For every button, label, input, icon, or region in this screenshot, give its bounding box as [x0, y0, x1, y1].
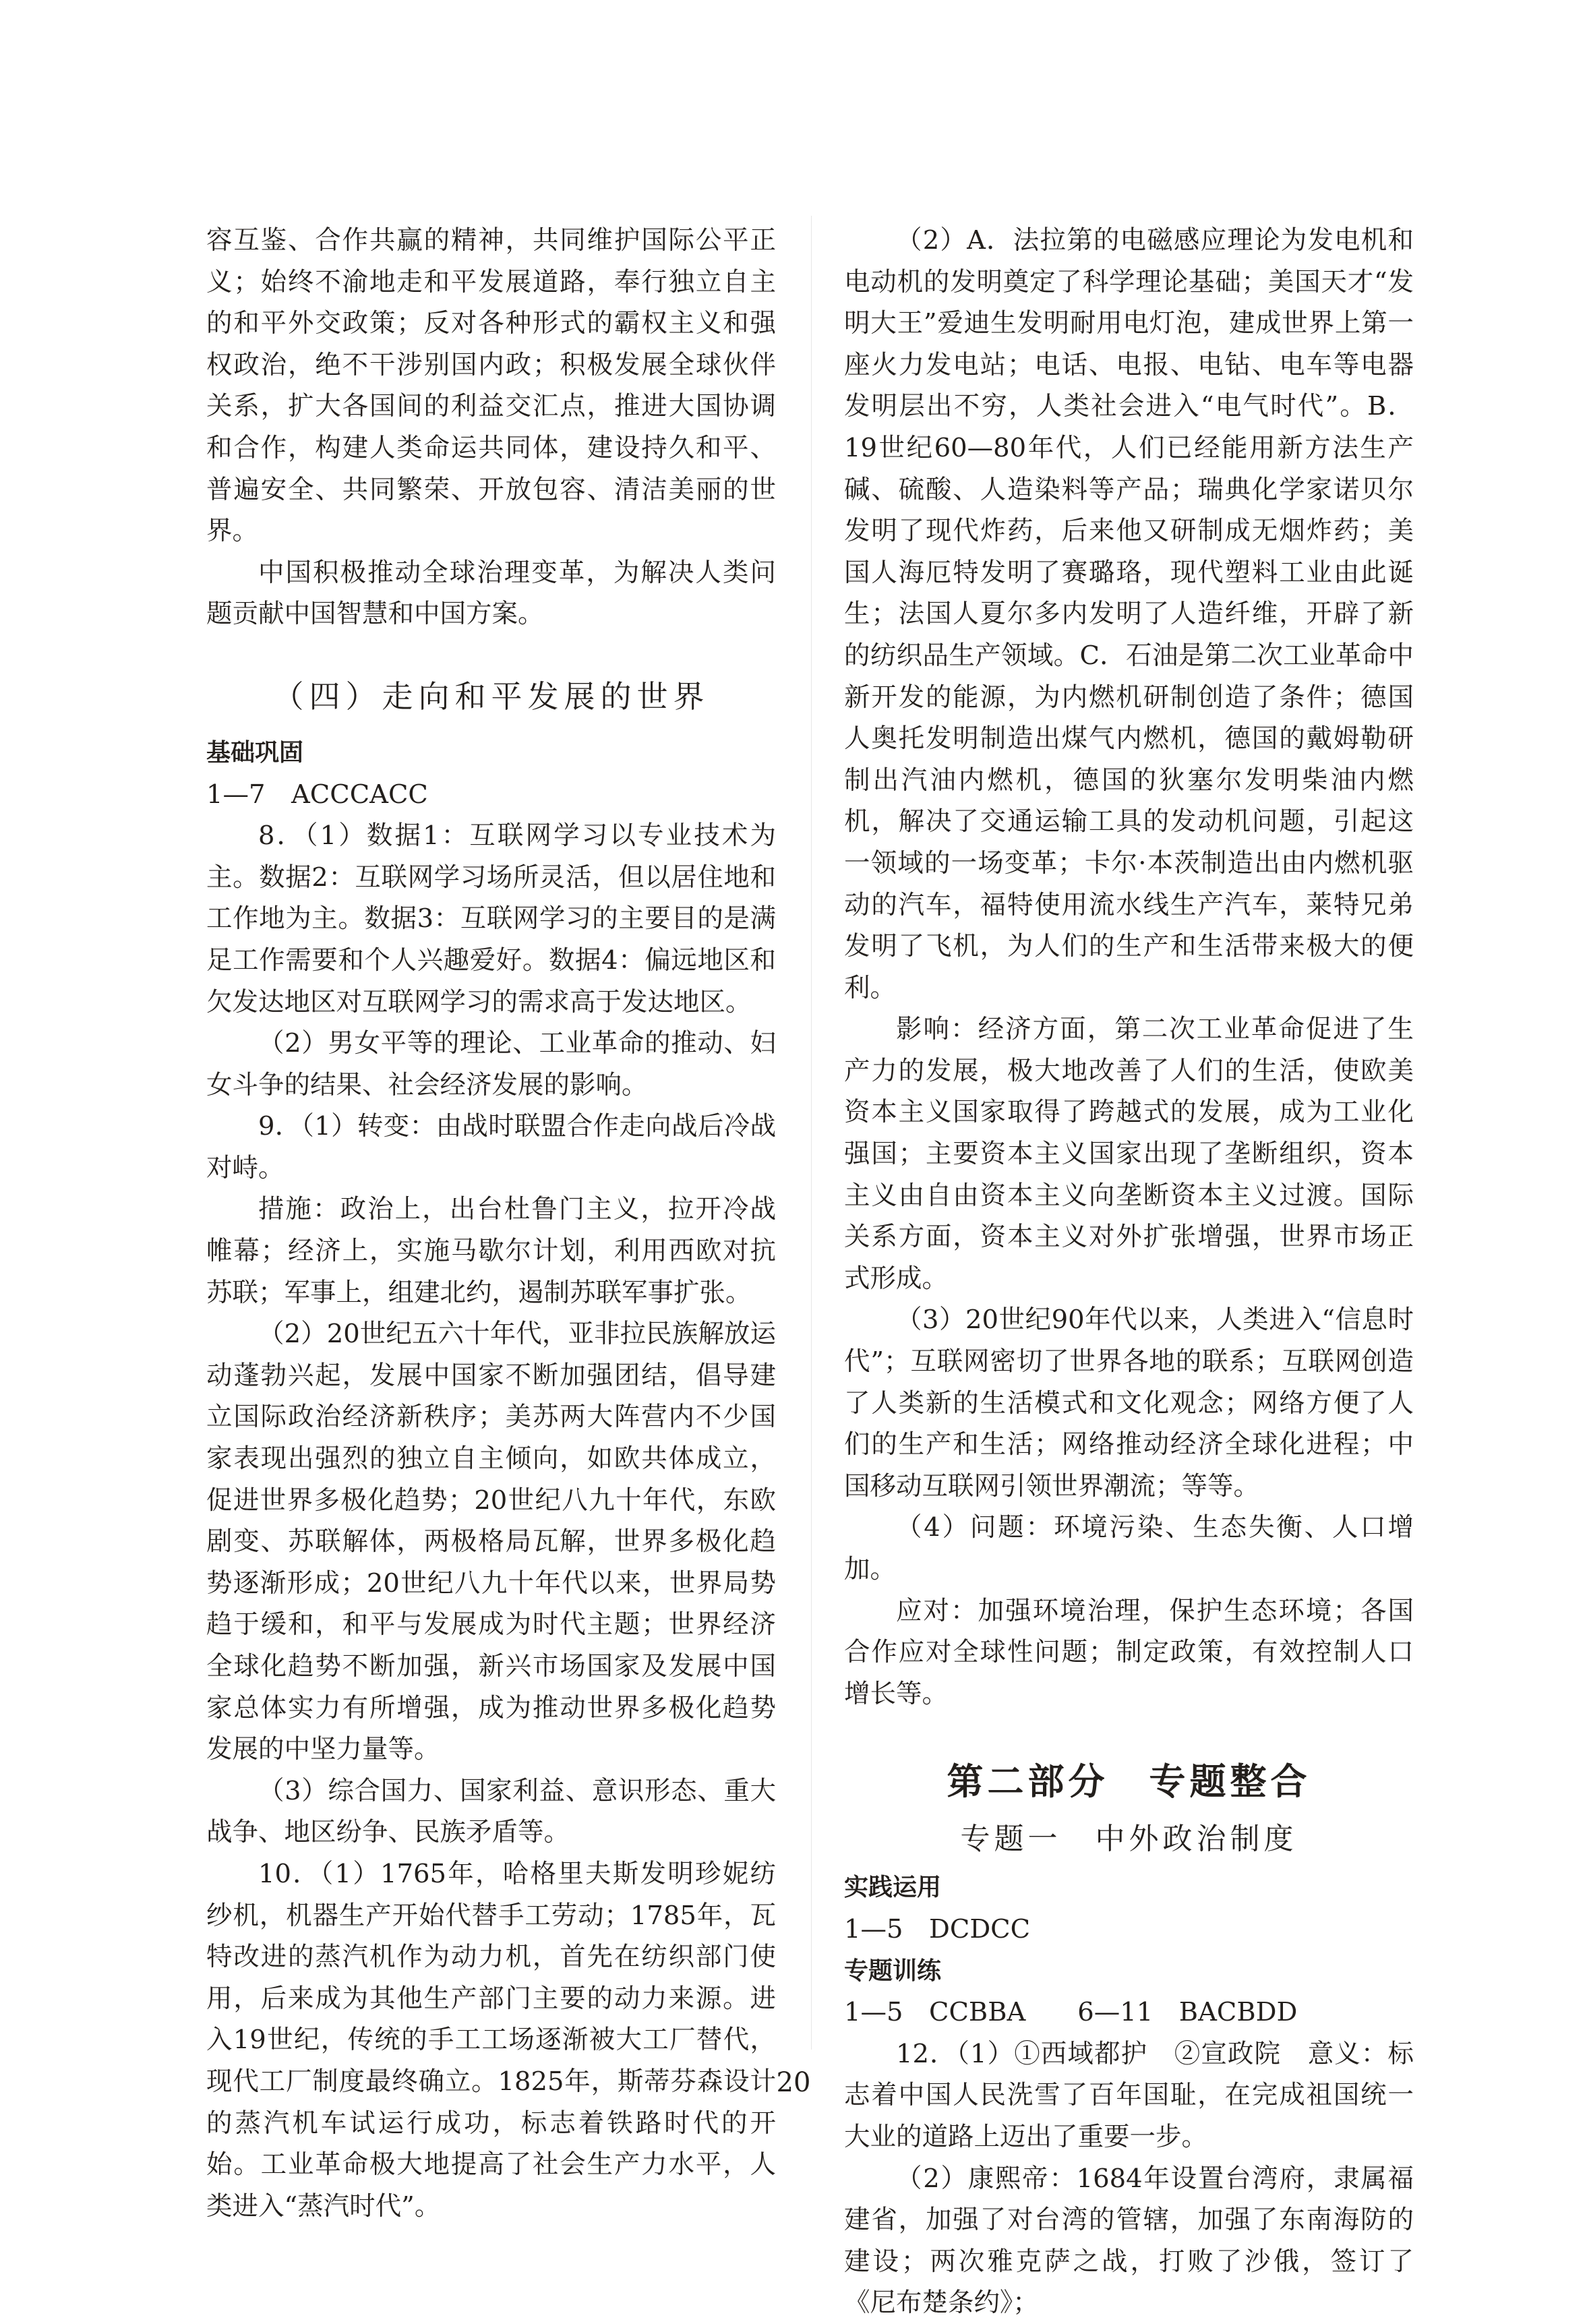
answer-q10-4: （4）问题：环境污染、生态失衡、人口增加。 — [844, 1512, 1414, 1584]
section-title: （四）走向和平发展的世界 — [272, 678, 710, 715]
subheading-basic-consolidation: 基础巩固 — [206, 738, 304, 767]
page-number: 20 — [776, 2067, 811, 2098]
paragraph: 中国积极推动全球治理变革，为解决人类问题贡献中国智慧和中国方案。 — [206, 557, 776, 630]
answer-key-training: 1—5 CCBBA 6—11 BACBDD — [844, 1997, 1298, 2028]
answer-q12-1: 12．（1）①西域都护 ②宣政院 意义：标志着中国人民洗雪了百年国耻，在完成祖国统一大业的道路上迈出了重要一步。 — [844, 2038, 1414, 2152]
subheading-training: 专题训练 — [844, 1957, 942, 1985]
answer-q10-response: 应对：加强环境治理，保护生态环境；各国合作应对全球性问题；制定政策，有效控制人口增长等。 — [844, 1595, 1414, 1709]
column-divider — [811, 216, 812, 2050]
subheading-practice: 实践运用 — [844, 1874, 942, 1902]
answer-key-1-7: 1—7 ACCCACC — [206, 779, 428, 810]
answer-q10-3: （3）20世纪90年代以来，人类进入“信息时代”；互联网密切了世界各地的联系；互联网创造了人类新的生活模式和文化观念；网络方便了人们的生产和生活；网络推动经济全球化进程；中国移动互联网引领世界潮流；等等。 — [844, 1305, 1414, 1501]
answer-q9-3: （3）综合国力、国家利益、意识形态、重大战争、地区纷争、民族矛盾等。 — [206, 1775, 776, 1848]
part-title: 第二部分 专题整合 — [947, 1760, 1311, 1804]
answer-q8-2: （2）男女平等的理论、工业革命的推动、妇女斗争的结果、社会经济发展的影响。 — [206, 1028, 776, 1100]
answer-q10-impact: 影响：经济方面，第二次工业革命促进了生产力的发展，极大地改善了人们的生活，使欧美资本主义国家取得了跨越式的发展，成为工业化强国；主要资本主义国家出现了垄断组织，资本主义由自由资本主义向垄断资本主义过渡。国际关系方面，资本主义对外扩张增强，世界市场正式形成。 — [844, 1014, 1414, 1294]
paragraph: 容互鉴、合作共赢的精神，共同维护国际公平正义；始终不渝地走和平发展道路，奉行独立自主的和平外交政策；反对各种形式的霸权主义和强权政治，绝不干涉别国内政；积极发展全球伙伴关系，扩大各国间的利益交汇点，推进大国协调和合作，构建人类命运共同体，建设持久和平、普遍安全、共同繁荣、开放包容、清洁美丽的世界。 — [206, 225, 776, 547]
answer-q10-1: 10．（1）1765年，哈格里夫斯发明珍妮纺纱机，机器生产开始代替手工劳动；1785年，瓦特改进的蒸汽机作为动力机，首先在纺织部门使用，后来成为其他生产部门主要的动力来源。进入19世纪，传统的手工工场逐渐被大工厂替代，现代工厂制度最终确立。1825年，斯蒂芬森设计的蒸汽机车试运行成功，标志着铁路时代的开始。工业革命极大地提高了社会生产力水平，人类进入“蒸汽时代”。 — [206, 1858, 776, 2222]
right-column — [844, 220, 1414, 2324]
left-column — [206, 220, 776, 2227]
answer-q9-1: 9．（1）转变：由战时联盟合作走向战后冷战对峙。 — [206, 1111, 776, 1183]
answer-q12-2: （2）康熙帝：1684年设置台湾府，隶属福建省，加强了对台湾的管辖，加强了东南海防的建设；两次雅克萨之战，打败了沙俄，签订了《尼布楚条约》； — [844, 2163, 1414, 2319]
answer-q9-2: （2）20世纪五六十年代，亚非拉民族解放运动蓬勃兴起，发展中国家不断加强团结，倡导建立国际政治经济新秩序；美苏两大阵营内不少国家表现出强烈的独立自主倾向，如欧共体成立，促进世界多极化趋势；20世纪八九十年代，东欧剧变、苏联解体，两极格局瓦解，世界多极化趋势逐渐形成；20世纪八九十年代以来，世界局势趋于缓和，和平与发展成为时代主题；世界经济全球化趋势不断加强，新兴市场国家及发展中国家总体实力有所增强，成为推动世界多极化趋势发展的中坚力量等。 — [206, 1319, 776, 1765]
answer-q10-2: （2）A．法拉第的电磁感应理论为发电机和电动机的发明奠定了科学理论基础；美国天才“发明大王”爱迪生发明耐用电灯泡，建成世界上第一座火力发电站；电话、电报、电钻、电车等电器发明层出不穷，人类社会进入“电气时代”。B．19世纪60—80年代，人们已经能用新方法生产碱、硫酸、人造染料等产品；瑞典化学家诺贝尔发明了现代炸药，后来他又研制成无烟炸药；美国人海厄特发明了赛璐珞，现代塑料工业由此诞生；法国人夏尔多内发明了人造纤维，开辟了新的纺织品生产领域。C．石油是第二次工业革命中新开发的能源，为内燃机研制创造了条件；德国人奥托发明制造出煤气内燃机，德国的戴姆勒研制出汽油内燃机，德国的狄塞尔发明柴油内燃机，解决了交通运输工具的发动机问题，引起这一领域的一场变革；卡尔·本茨制造出由内燃机驱动的汽车，福特使用流水线生产汽车，莱特兄弟发明了飞机，为人们的生产和生活带来极大的便利。 — [844, 225, 1414, 1003]
topic-title: 专题一 中外政治制度 — [960, 1822, 1298, 1857]
answer-q8-1: 8．（1）数据1：互联网学习以专业技术为主。数据2：互联网学习场所灵活，但以居住地和工作地为主。数据3：互联网学习的主要目的是满足工作需要和个人兴趣爱好。数据4：偏远地区和欠发达地区对互联网学习的需求高于发达地区。 — [206, 821, 776, 1017]
answer-key-practice: 1—5 DCDCC — [844, 1913, 1031, 1944]
answer-q9-measures: 措施：政治上，出台杜鲁门主义，拉开冷战帷幕；经济上，实施马歇尔计划，利用西欧对抗苏联；军事上，组建北约，遏制苏联军事扩张。 — [206, 1194, 776, 1308]
